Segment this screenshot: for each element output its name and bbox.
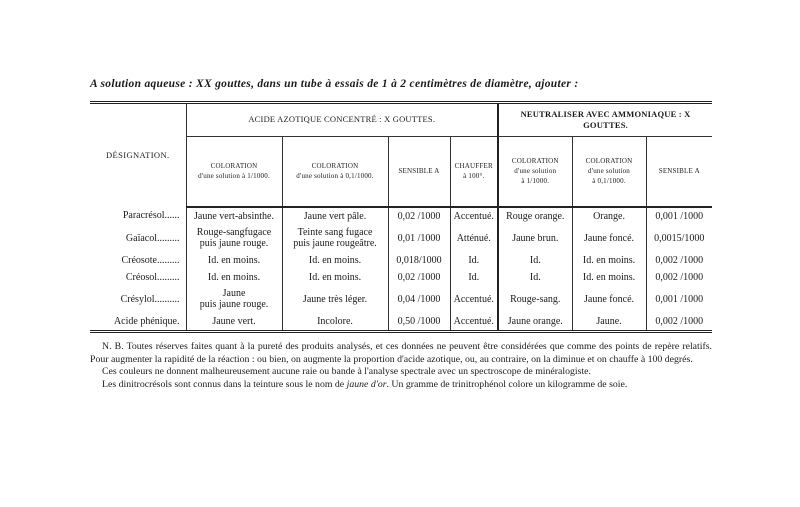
table-row: Gaïacol......... Rouge-sangfugace puis jaune rouge. Teinte sang fugace puis jaune rougeâtre. 0,01 /1000 Atténué. Jaune brun. Jaune foncé. 0,0015/1000 [90, 225, 712, 252]
neutraliser-header: NEUTRALISER AVEC AMMONIAQUE : X GOUTTES. [498, 103, 712, 137]
page-title: A solution aqueuse : XX gouttes, dans un tube à essais de 1 à 2 centimètres de diamètre, ajouter : [90, 78, 579, 90]
note-paragraph: Ces couleurs ne donnent malheureusement aucune raie ou bande à l'analyse spectrale avec un spectroscope de minéralogiste. [102, 366, 591, 378]
col-coloration-01-1000: COLORATION d'une solution à 0,1/1000. [282, 136, 388, 207]
notes [90, 341, 712, 391]
acide-azotique-header: ACIDE AZOTIQUE CONCENTRÉ : X GOUTTES. [186, 103, 498, 137]
col-neutral-sensible: SENSIBLE A [646, 136, 712, 207]
note-paragraph: N. B. Toutes réserves faites quant à la pureté des produits analysés, et ces données ne peuvent être considérées que comme des points de repère relatifs. Pour augmenter la rapidité de la réaction : ou bien, on augmente la proportion d'acide azotique, ou, au contraire, on la diminue et on chauffe à 100 degrés. [90, 341, 712, 365]
table-row: Créosol......... Id. en moins. Id. en moins. 0,02 /1000 Id. Id. Id. en moins. 0,002 /1000 [90, 269, 712, 286]
table-row: Créosote......... Id. en moins. Id. en moins. 0,018/1000 Id. Id. Id. en moins. 0,002 /1000 [90, 252, 712, 269]
col-chauffer: CHAUFFER à 100°. [450, 136, 498, 207]
table-row: Paracrésol...... Jaune vert-absinthe. Jaune vert pâle. 0,02 /1000 Accentué. Rouge orange. Orange. 0,001 /1000 [90, 207, 712, 225]
designation-header: DÉSIGNATION. [105, 150, 170, 160]
table-row: Crésylol.......... Jaune puis jaune rouge. Jaune très léger. 0,04 /1000 Accentué. Rouge-sang. Jaune foncé. 0,001 /1000 [90, 286, 712, 313]
data-table [90, 101, 712, 333]
note-paragraph: Les dinitrocrésols sont connus dans la teinture sous le nom de jaune d'or. Un gramme de trinitrophénol colore un kilogramme de soie. [102, 378, 628, 390]
col-sensible: SENSIBLE A [388, 136, 450, 207]
col-coloration-1000: COLORATION d'une solution à 1/1000. [186, 136, 282, 207]
table-row: Acide phénique. Jaune vert. Incolore. 0,50 /1000 Accentué. Jaune orange. Jaune. 0,002 /1000 [90, 313, 712, 331]
col-neutral-coloration-1000: COLORATION d'une solution à 1/1000. [498, 136, 572, 207]
col-neutral-coloration-01-1000: COLORATION d'une solution à 0,1/1000. [572, 136, 646, 207]
